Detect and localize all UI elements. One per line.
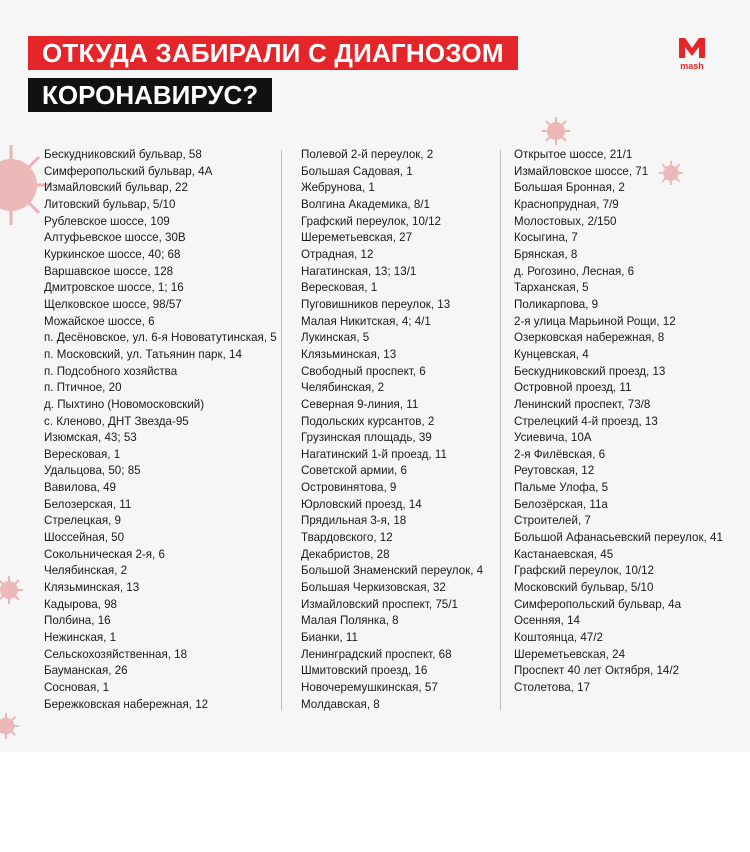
column-divider xyxy=(500,150,501,710)
address-item: Нагатинская, 13; 13/1 xyxy=(301,264,417,278)
address-item: Декабристов, 28 xyxy=(301,547,390,561)
address-item: Северная 9-линия, 11 xyxy=(301,397,419,411)
address-item: Полевой 2-й переулок, 2 xyxy=(301,148,434,161)
address-column-2 xyxy=(301,147,483,713)
address-item: Белозёрская, 11а xyxy=(514,497,608,511)
address-item: Стрелецкий 4-й проезд, 13 xyxy=(514,414,658,428)
address-item: п. Подсобного хозяйства xyxy=(44,364,178,378)
title-line-2: КОРОНАВИРУС? xyxy=(28,78,272,112)
address-item: Кунцевская, 4 xyxy=(514,347,589,361)
address-item: Клязьминская, 13 xyxy=(301,347,397,361)
mash-logo xyxy=(675,36,709,71)
address-item: Краснопрудная, 7/9 xyxy=(514,197,619,211)
address-item: Ленинский проспект, 73/8 xyxy=(514,397,651,411)
address-item: Графский переулок, 10/12 xyxy=(301,214,442,228)
address-item: Малая Полянка, 8 xyxy=(301,614,399,628)
address-item: Подольских курсантов, 2 xyxy=(301,414,435,428)
address-item: Изюмская, 43; 53 xyxy=(44,431,137,445)
address-item: Реутовская, 12 xyxy=(514,464,595,478)
address-item: Бескудниковский бульвар, 58 xyxy=(44,148,202,161)
address-item: Поликарпова, 9 xyxy=(514,297,599,311)
virus-decoration-icon xyxy=(0,712,20,740)
address-item: Пальме Улофа, 5 xyxy=(514,481,609,495)
address-item: Грузинская площадь, 39 xyxy=(301,431,432,445)
address-item: Островной проезд, 11 xyxy=(514,381,632,395)
address-item: Большой Афанасьевский переулок, 41 xyxy=(514,531,723,545)
address-item: Шереметьевская, 27 xyxy=(301,231,413,245)
address-item: Юрловский проезд, 14 xyxy=(301,497,422,511)
address-item: Шереметьевская, 24 xyxy=(514,647,626,661)
address-item: Можайское шоссе, 6 xyxy=(44,314,155,328)
address-item: Большая Бронная, 2 xyxy=(514,181,625,195)
address-item: Осенняя, 14 xyxy=(514,614,580,628)
address-item: Белозерская, 11 xyxy=(44,497,132,511)
address-item: Новочеремушкинская, 57 xyxy=(301,681,438,694)
address-item: Измайловское шоссе, 71 xyxy=(514,164,649,178)
virus-decoration-icon xyxy=(0,575,24,605)
address-item: Ленинградский проспект, 68 xyxy=(301,647,452,661)
address-item: Отрадная, 12 xyxy=(301,247,374,261)
address-item: Островинятова, 9 xyxy=(301,481,397,495)
address-item: Сосновая, 1 xyxy=(44,681,110,694)
address-item: Свободный проспект, 6 xyxy=(301,364,426,378)
address-item: Большая Садовая, 1 xyxy=(301,164,413,178)
address-item: Волгина Академика, 8/1 xyxy=(301,197,430,211)
address-item: Проспект 40 лет Октября, 14/2 xyxy=(514,664,680,678)
address-item: Тарханская, 5 xyxy=(514,281,589,295)
address-item: Сельскохозяйственная, 18 xyxy=(44,647,188,661)
address-item: д. Рогозино, Лесная, 6 xyxy=(514,264,635,278)
address-item: Озерковская набережная, 8 xyxy=(514,331,665,345)
address-item: Челябинская, 2 xyxy=(44,564,128,578)
address-item: Усиевича, 10А xyxy=(514,431,592,445)
address-item: п. Московский, ул. Татьянин парк, 14 xyxy=(44,347,242,361)
address-item: Бауманская, 26 xyxy=(44,664,128,678)
address-item: Брянская, 8 xyxy=(514,247,578,261)
address-item: Удальцова, 50; 85 xyxy=(44,464,141,478)
address-item: п. Десёновское, ул. 6-я Нововатутинская, 5 xyxy=(44,331,277,345)
address-item: 2-я улица Марьиной Рощи, 12 xyxy=(514,314,676,328)
address-item: Полбина, 16 xyxy=(44,614,111,628)
address-item: Большой Знаменский переулок, 4 xyxy=(301,564,484,578)
title-line-1: ОТКУДА ЗАБИРАЛИ С ДИАГНОЗОМ xyxy=(28,36,518,70)
logo-text: mash xyxy=(680,61,704,71)
address-item: Твардовского, 12 xyxy=(301,531,393,545)
address-item: п. Птичное, 20 xyxy=(44,381,122,395)
address-item: Бианки, 11 xyxy=(301,631,358,645)
address-item: Рублевское шоссе, 109 xyxy=(44,214,170,228)
address-item: Щелковское шоссе, 98/57 xyxy=(44,297,182,311)
address-item: Лукинская, 5 xyxy=(301,331,370,345)
address-item: Бескудниковский проезд, 13 xyxy=(514,364,666,378)
address-item: Большая Черкизовская, 32 xyxy=(301,581,446,595)
address-item: Бережковская набережная, 12 xyxy=(44,697,209,711)
address-item: Куркинское шоссе, 40; 68 xyxy=(44,247,181,261)
address-item: Сокольническая 2-я, 6 xyxy=(44,547,165,561)
address-item: Столетова, 17 xyxy=(514,681,591,694)
address-item: Вересковая, 1 xyxy=(44,447,121,461)
address-item: Кадырова, 98 xyxy=(44,597,118,611)
mash-bear-icon xyxy=(677,36,707,60)
address-item: Литовский бульвар, 5/10 xyxy=(44,197,176,211)
address-item: Дмитровское шоссе, 1; 16 xyxy=(44,281,184,295)
address-item: Молдавская, 8 xyxy=(301,697,380,711)
address-item: Стрелецкая, 9 xyxy=(44,514,121,528)
address-item: Измайловский бульвар, 22 xyxy=(44,181,188,195)
address-item: Жебрунова, 1 xyxy=(301,181,375,195)
address-item: Коштоянца, 47/2 xyxy=(514,631,603,645)
address-column-1 xyxy=(44,147,277,713)
address-item: Нежинская, 1 xyxy=(44,631,117,645)
address-item: Симферопольский бульвар, 4А xyxy=(44,164,213,178)
address-item: с. Кленово, ДНТ Звезда-95 xyxy=(44,414,189,428)
address-item: 2-я Филёвская, 6 xyxy=(514,447,606,461)
address-item: Кастанаевская, 45 xyxy=(514,547,614,561)
address-item: Пуговишников переулок, 13 xyxy=(301,297,451,311)
address-item: Строителей, 7 xyxy=(514,514,591,528)
address-item: Вересковая, 1 xyxy=(301,281,378,295)
address-item: Шмитовский проезд, 16 xyxy=(301,664,428,678)
address-item: Челябинская, 2 xyxy=(301,381,385,395)
address-item: д. Пыхтино (Новомосковский) xyxy=(44,397,205,411)
address-item: Малая Никитская, 4; 4/1 xyxy=(301,314,431,328)
virus-decoration-icon xyxy=(541,116,571,146)
address-item: Алтуфьевское шоссе, 30В xyxy=(44,231,186,245)
address-item: Измайловский проспект, 75/1 xyxy=(301,597,458,611)
address-item: Шоссейная, 50 xyxy=(44,531,125,545)
address-item: Прядильная 3-я, 18 xyxy=(301,514,407,528)
column-divider xyxy=(281,150,282,710)
address-item: Клязьминская, 13 xyxy=(44,581,140,595)
address-item: Вавилова, 49 xyxy=(44,481,116,495)
address-item: Нагатинский 1-й проезд, 11 xyxy=(301,447,447,461)
address-item: Открытое шоссе, 21/1 xyxy=(514,148,633,161)
address-item: Графский переулок, 10/12 xyxy=(514,564,655,578)
address-item: Молостовых, 2/150 xyxy=(514,214,617,228)
address-item: Косыгина, 7 xyxy=(514,231,578,245)
address-item: Московский бульвар, 5/10 xyxy=(514,581,654,595)
address-item: Варшавское шоссе, 128 xyxy=(44,264,174,278)
address-item: Симферопольский бульвар, 4а xyxy=(514,597,682,611)
address-column-3 xyxy=(514,147,723,697)
address-item: Советской армии, 6 xyxy=(301,464,407,478)
